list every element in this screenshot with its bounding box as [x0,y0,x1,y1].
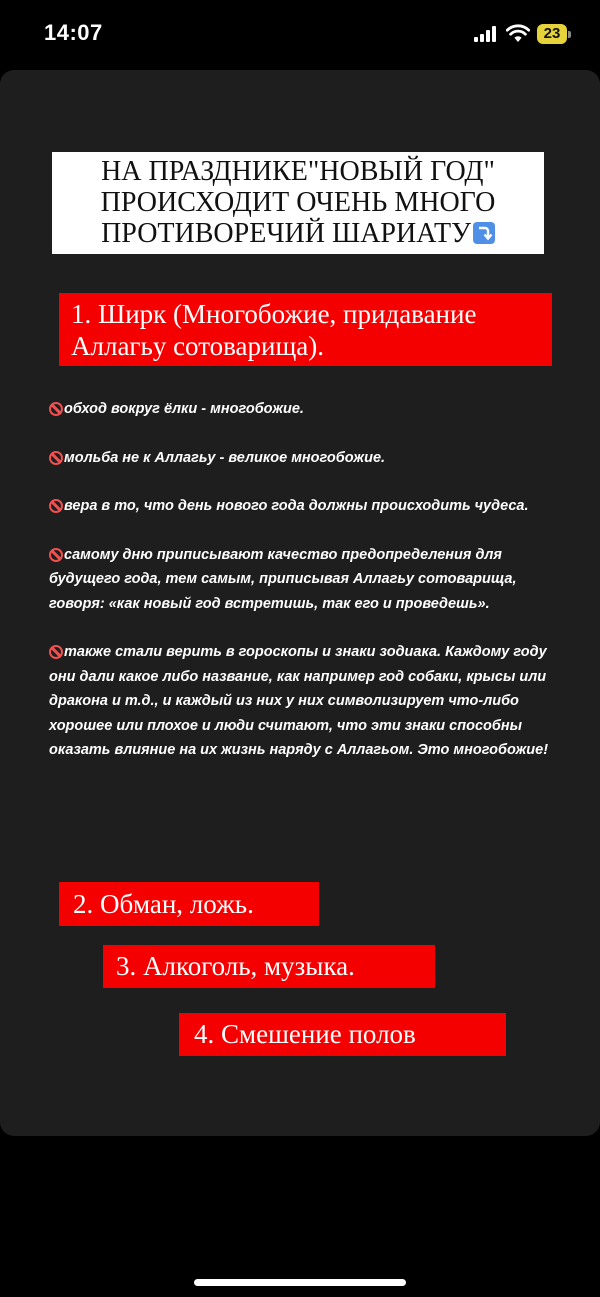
arrow-curve-down-icon [473,222,495,244]
list-item: самому дню приписывают качество предопределения для будущего года, тем самым, приписывая Аллагьу сотоварища, говоря: «как новый год встретишь, так его и проведешь». [49,546,517,612]
list-item: также стали верить в гороскопы и знаки зодиака. Каждому году они дали какое либо название, как например год собаки, крысы или дракона и т.д., и каждый из них у них символизирует что-либо хорошее или плохое и люди считают, что эти знаки способны оказать влияние на их жизнь наряду с Аллагьом. Это многобожие! [49,644,549,758]
story-card [0,70,600,1136]
status-time: 14:07 [44,20,103,45]
story-title-box [52,152,544,254]
heading-alcohol-music: 3. Алкоголь, музыка. [103,945,435,988]
heading-mixing-genders: 4. Смешение полов [179,1013,506,1056]
prohibited-icon [49,499,63,513]
heading-shirk: 1. Ширк (Многобожие, придавание Аллагьу сотоварища). [59,293,552,366]
list-item: мольба не к Аллагьу - великое многобожие. [49,446,559,471]
prohibited-icon [49,548,63,562]
list-item: вера в то, что день нового года должны происходить чудеса. [49,494,559,519]
points-list [49,397,559,787]
battery-level: 23 [537,24,567,44]
prohibited-icon [49,451,63,465]
signal-icon [474,26,498,42]
home-indicator[interactable] [194,1279,406,1286]
list-item: обход вокруг ёлки - многобожие. [49,397,559,422]
prohibited-icon [49,402,63,416]
story-title: НА ПРАЗДНИКЕ"НОВЫЙ ГОД" ПРОИСХОДИТ ОЧЕНЬ МНОГО ПРОТИВОРЕЧИЙ ШАРИАТУ [100,156,496,249]
battery-icon [537,24,571,44]
heading-deception: 2. Обман, ложь. [59,882,319,926]
status-bar [0,0,600,70]
prohibited-icon [49,645,63,659]
wifi-icon [506,24,530,44]
